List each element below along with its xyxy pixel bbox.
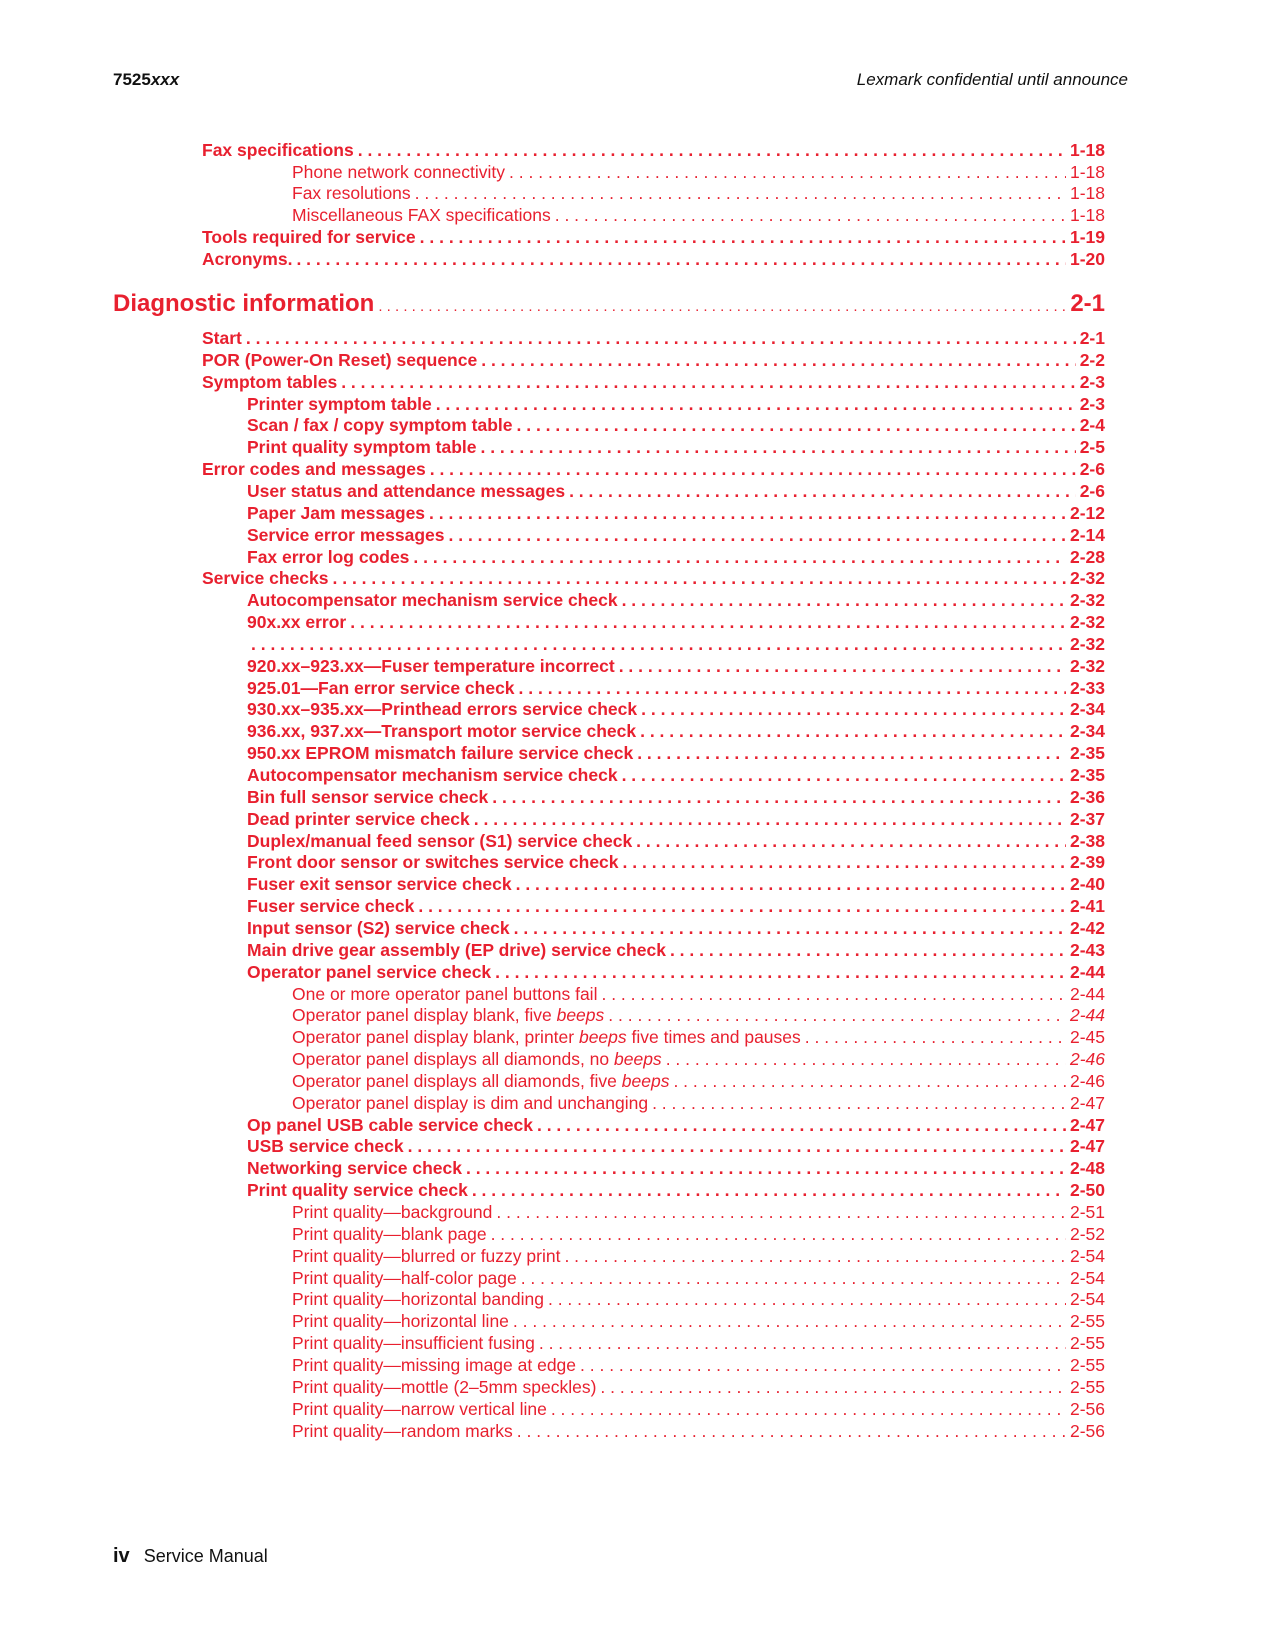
toc-page-number: 2-4 bbox=[1079, 415, 1105, 436]
toc-page-number: 2-41 bbox=[1069, 896, 1105, 917]
dot-leader bbox=[569, 481, 1076, 502]
model-suffix: xxx bbox=[150, 70, 180, 89]
toc-entry-label: Fax resolutions bbox=[292, 183, 411, 204]
dot-leader bbox=[474, 809, 1066, 830]
toc-entry-label: Print quality—horizontal line bbox=[292, 1311, 509, 1332]
toc-entry[interactable] bbox=[292, 1311, 1105, 1332]
toc-entry[interactable] bbox=[202, 459, 1105, 480]
toc-page-number: 2-32 bbox=[1069, 633, 1105, 654]
toc-entry-label: Miscellaneous FAX specifications bbox=[292, 205, 551, 226]
toc-page-number: 2-46 bbox=[1069, 1070, 1105, 1091]
toc-entry-label: Error codes and messages bbox=[202, 459, 426, 480]
dot-leader bbox=[601, 984, 1066, 1005]
toc-entry-label: Op panel USB cable service check bbox=[247, 1114, 533, 1135]
toc-page-number: 2-48 bbox=[1069, 1158, 1105, 1179]
toc-entry-label: Diagnostic information bbox=[113, 290, 375, 317]
toc-entry[interactable] bbox=[292, 1224, 1105, 1245]
toc-entry-label: 950.xx EPROM mismatch failure service check bbox=[247, 743, 634, 764]
dot-leader bbox=[420, 227, 1066, 248]
toc-entry-label: Duplex/manual feed sensor (S1) service check bbox=[247, 830, 633, 851]
toc-entry-label: Operator panel displays all diamonds, no beeps bbox=[292, 1049, 662, 1070]
toc-page-number: 2-46 bbox=[1069, 1049, 1105, 1070]
toc-entry[interactable] bbox=[292, 1268, 1105, 1289]
toc-page-number: 2-35 bbox=[1069, 743, 1105, 764]
toc-entry-label: Operator panel display is dim and unchanging bbox=[292, 1092, 649, 1113]
toc-entry-label: Fax specifications bbox=[202, 140, 354, 160]
toc-page-number: 2-54 bbox=[1069, 1289, 1105, 1310]
toc-page-number: 2-47 bbox=[1069, 1092, 1105, 1113]
toc-entry-label: 936.xx, 937.xx—Transport motor service check bbox=[247, 721, 637, 742]
toc-entry[interactable] bbox=[202, 140, 1105, 161]
toc-entry[interactable] bbox=[247, 896, 1105, 917]
dot-leader bbox=[496, 1202, 1066, 1223]
dot-leader bbox=[378, 298, 1066, 315]
dot-leader bbox=[516, 874, 1066, 895]
toc-entry[interactable] bbox=[292, 1289, 1105, 1310]
toc-entry-label: Printer symptom table bbox=[247, 393, 432, 414]
dot-leader bbox=[608, 1005, 1066, 1026]
confidential-notice: Lexmark confidential until announce bbox=[856, 70, 1128, 89]
dot-leader bbox=[466, 1158, 1066, 1179]
toc-entry[interactable] bbox=[202, 249, 1105, 270]
toc-entry-label: Symptom tables bbox=[202, 371, 338, 392]
dot-leader bbox=[246, 328, 1076, 349]
toc-entry[interactable] bbox=[247, 394, 1105, 415]
toc-entry[interactable] bbox=[247, 743, 1105, 764]
toc-entry-label: Print quality—blurred or fuzzy print bbox=[292, 1245, 561, 1266]
toc-entry-label: Autocompensator mechanism service check bbox=[247, 765, 618, 785]
toc-page-number: 1-18 bbox=[1069, 183, 1105, 204]
toc-entry[interactable] bbox=[247, 437, 1105, 458]
dot-leader bbox=[623, 852, 1066, 873]
dot-leader bbox=[640, 721, 1066, 742]
toc-entry-label: Print quality service check bbox=[247, 1180, 468, 1201]
toc-page-number: 2-6 bbox=[1079, 459, 1105, 480]
toc-page-number: 2-1 bbox=[1070, 290, 1105, 317]
toc-entry-label: Print quality—mottle (2–5mm speckles) bbox=[292, 1376, 597, 1397]
toc-entry[interactable] bbox=[292, 1399, 1105, 1420]
toc-entry-label: Print quality symptom table bbox=[247, 437, 477, 458]
toc-entry-label: Print quality—horizontal banding bbox=[292, 1289, 544, 1310]
toc-page-number: 2-47 bbox=[1069, 1114, 1105, 1135]
dot-leader bbox=[430, 459, 1076, 480]
dot-leader bbox=[537, 1115, 1066, 1136]
toc-page-number: 2-55 bbox=[1069, 1376, 1105, 1397]
dot-leader bbox=[492, 787, 1066, 808]
dot-leader bbox=[622, 590, 1066, 611]
toc-entry[interactable] bbox=[292, 162, 1105, 183]
dot-leader bbox=[413, 547, 1066, 568]
toc-page-number: 2-56 bbox=[1069, 1420, 1105, 1441]
toc-entry[interactable] bbox=[247, 547, 1105, 568]
toc-page-number: 2-55 bbox=[1069, 1333, 1105, 1354]
toc-entry-label: Start bbox=[202, 328, 242, 348]
toc-entry[interactable] bbox=[247, 1158, 1105, 1179]
toc-entry[interactable] bbox=[202, 350, 1105, 371]
toc-entry[interactable] bbox=[247, 1180, 1105, 1201]
toc-entry[interactable] bbox=[247, 852, 1105, 873]
dot-leader bbox=[429, 503, 1066, 524]
toc-entry-label: 930.xx–935.xx—Printhead errors service check bbox=[247, 699, 638, 720]
model-number bbox=[113, 70, 179, 90]
toc-page-number: 2-40 bbox=[1069, 874, 1105, 895]
toc-page-number: 2-32 bbox=[1069, 568, 1105, 589]
toc-page-number: 2-33 bbox=[1069, 677, 1105, 698]
dot-leader bbox=[491, 1224, 1066, 1245]
toc-page-number: 1-18 bbox=[1069, 205, 1105, 226]
toc-entry-italic: beeps bbox=[556, 1005, 605, 1026]
dot-leader bbox=[564, 1246, 1066, 1267]
toc-page-number: 2-43 bbox=[1069, 939, 1105, 960]
toc-page-number: 2-56 bbox=[1069, 1398, 1105, 1419]
toc-page-number: 2-6 bbox=[1079, 480, 1105, 501]
page-footer bbox=[113, 1545, 268, 1568]
dot-leader bbox=[517, 415, 1076, 436]
toc-entry[interactable] bbox=[202, 328, 1105, 349]
toc-entry-label: Bin full sensor service check bbox=[247, 786, 489, 807]
toc-entry-label: 920.xx–923.xx—Fuser temperature incorrect bbox=[247, 655, 615, 676]
toc-entry-label: Operator panel display blank, five beeps bbox=[292, 1005, 605, 1026]
dot-leader bbox=[509, 162, 1066, 183]
toc-entry[interactable] bbox=[247, 678, 1105, 699]
toc-page-number: 2-28 bbox=[1069, 546, 1105, 567]
toc-page-number: 2-3 bbox=[1079, 371, 1105, 392]
toc-entry-label: Front door sensor or switches service check bbox=[247, 852, 619, 873]
dot-leader bbox=[418, 896, 1066, 917]
dot-leader bbox=[622, 765, 1066, 786]
toc-page-number: 2-32 bbox=[1069, 612, 1105, 633]
toc-entry[interactable] bbox=[247, 503, 1105, 524]
dot-leader bbox=[341, 372, 1076, 393]
toc-entry[interactable] bbox=[247, 918, 1105, 939]
toc-entry[interactable] bbox=[247, 612, 1105, 633]
chapter-heading[interactable] bbox=[113, 290, 1105, 318]
toc-page-number: 1-18 bbox=[1069, 161, 1105, 182]
dot-leader bbox=[350, 612, 1066, 633]
toc-entry[interactable] bbox=[247, 525, 1105, 546]
toc-page-number: 2-32 bbox=[1069, 590, 1105, 611]
toc-entry[interactable] bbox=[247, 481, 1105, 502]
toc-page-number: 2-55 bbox=[1069, 1311, 1105, 1332]
toc-page-number: 2-14 bbox=[1069, 524, 1105, 545]
toc-entry[interactable] bbox=[292, 1355, 1105, 1376]
toc-entry-label: Print quality—random marks bbox=[292, 1420, 513, 1441]
toc-entry[interactable] bbox=[247, 962, 1105, 983]
toc-page-number: 2-47 bbox=[1069, 1136, 1105, 1157]
toc-entry-label: Acronyms. bbox=[202, 248, 293, 269]
toc-entry[interactable] bbox=[292, 1333, 1105, 1354]
toc-page-number: 2-50 bbox=[1069, 1180, 1105, 1201]
toc-entry[interactable] bbox=[292, 1202, 1105, 1223]
toc-entry[interactable] bbox=[247, 809, 1105, 830]
dot-leader bbox=[539, 1333, 1066, 1354]
toc-entry-label: Paper Jam messages bbox=[247, 502, 426, 523]
manual-title: Service Manual bbox=[143, 1546, 268, 1566]
toc-entry-label: Fuser exit sensor service check bbox=[247, 874, 512, 895]
toc-entry[interactable] bbox=[292, 1246, 1105, 1267]
toc-entry-label: Networking service check bbox=[247, 1158, 462, 1179]
toc-page-number: 2-45 bbox=[1069, 1027, 1105, 1048]
toc-entry-label: Fax error log codes bbox=[247, 546, 410, 567]
dot-leader bbox=[600, 1377, 1066, 1398]
toc-entry-label: Phone network connectivity bbox=[292, 161, 506, 182]
toc-entry[interactable] bbox=[292, 1027, 1105, 1048]
toc-page-number: 2-44 bbox=[1069, 961, 1105, 982]
toc-page-number: 2-42 bbox=[1069, 917, 1105, 938]
toc-entry-label: Print quality—insufficient fusing bbox=[292, 1333, 535, 1354]
toc-entry-label: Operator panel display blank, printer beeps five times and pauses bbox=[292, 1027, 801, 1048]
toc-entry-label: Print quality—narrow vertical line bbox=[292, 1398, 547, 1419]
toc-page-number: 2-2 bbox=[1079, 349, 1105, 370]
toc-entry-label: Print quality—background bbox=[292, 1202, 493, 1222]
toc-page-number: 2-44 bbox=[1069, 1005, 1105, 1026]
toc-entry[interactable] bbox=[292, 984, 1105, 1005]
toc-entry-label: Print quality—missing image at edge bbox=[292, 1354, 577, 1375]
toc-page-number: 1-19 bbox=[1069, 226, 1105, 247]
model-prefix: 7525 bbox=[113, 70, 151, 89]
toc-page-number: 2-34 bbox=[1069, 699, 1105, 720]
toc-entry-label: Autocompensator mechanism service check bbox=[247, 590, 618, 611]
toc-entry-italic: beeps bbox=[621, 1070, 670, 1091]
toc-entry-italic: beeps bbox=[578, 1027, 627, 1048]
dot-leader bbox=[637, 743, 1066, 764]
toc-page-number: 2-12 bbox=[1069, 502, 1105, 523]
dot-leader bbox=[636, 831, 1066, 852]
toc-page-number: 2-51 bbox=[1069, 1202, 1105, 1222]
toc-page-number: 2-32 bbox=[1069, 655, 1105, 676]
toc-entry-label: Print quality—blank page bbox=[292, 1223, 487, 1244]
page-number: iv bbox=[113, 1545, 130, 1567]
toc-entry-label: Operator panel service check bbox=[247, 961, 492, 982]
dot-leader bbox=[436, 394, 1076, 415]
toc-page-number: 2-44 bbox=[1069, 983, 1105, 1004]
toc-page-number: 1-20 bbox=[1069, 248, 1105, 269]
toc-entry-label: POR (Power-On Reset) sequence bbox=[202, 349, 478, 370]
dot-leader bbox=[480, 437, 1075, 458]
toc-entry[interactable] bbox=[247, 721, 1105, 742]
dot-leader bbox=[513, 1311, 1066, 1332]
toc-entry[interactable] bbox=[247, 656, 1105, 677]
toc-page-number: 2-54 bbox=[1069, 1267, 1105, 1288]
toc-entry-label: Operator panel displays all diamonds, five beeps bbox=[292, 1070, 670, 1091]
toc-entry[interactable] bbox=[247, 765, 1105, 786]
dot-leader bbox=[517, 1421, 1066, 1442]
dot-leader bbox=[619, 656, 1066, 677]
toc-entry[interactable] bbox=[247, 1115, 1105, 1136]
toc-entry[interactable] bbox=[247, 874, 1105, 895]
toc-entry-label: 90x.xx error bbox=[247, 612, 347, 633]
toc-entry[interactable] bbox=[292, 1421, 1105, 1442]
toc-entry-tail: five times and pauses bbox=[626, 1027, 801, 1048]
toc-page-number: 2-35 bbox=[1069, 765, 1105, 785]
toc-entry[interactable] bbox=[247, 590, 1105, 611]
dot-leader bbox=[514, 918, 1066, 939]
toc-entry[interactable] bbox=[247, 940, 1105, 961]
toc-entry-label: Dead printer service check bbox=[247, 808, 470, 829]
dot-leader bbox=[652, 1093, 1066, 1114]
dot-leader bbox=[521, 1268, 1066, 1289]
toc-entry[interactable] bbox=[292, 1005, 1105, 1026]
dot-leader bbox=[580, 1355, 1066, 1376]
toc-entry-label: User status and attendance messages bbox=[247, 480, 566, 501]
toc-entry[interactable] bbox=[247, 1136, 1105, 1157]
toc-entry-label: USB service check bbox=[247, 1136, 404, 1157]
toc-page-number: 1-18 bbox=[1069, 140, 1105, 160]
dot-leader bbox=[555, 205, 1066, 226]
toc-entry[interactable] bbox=[202, 568, 1105, 589]
toc-entry-label: Print quality—half-color page bbox=[292, 1267, 517, 1288]
toc-entry-label: 925.01—Fan error service check bbox=[247, 677, 515, 698]
dot-leader bbox=[415, 183, 1066, 204]
toc-page-number: 2-3 bbox=[1079, 393, 1105, 414]
toc-entry[interactable] bbox=[247, 787, 1105, 808]
toc-page-number: 2-39 bbox=[1069, 852, 1105, 873]
dot-leader bbox=[670, 940, 1066, 961]
dot-leader bbox=[296, 249, 1066, 270]
toc-entry-label: Main drive gear assembly (EP drive) service check bbox=[247, 939, 666, 960]
dot-leader bbox=[333, 568, 1066, 589]
dot-leader bbox=[548, 1289, 1066, 1310]
toc-page-number: 2-36 bbox=[1069, 786, 1105, 807]
toc-entry-label: Service checks bbox=[202, 568, 329, 589]
dot-leader bbox=[673, 1071, 1066, 1092]
dot-leader bbox=[408, 1136, 1066, 1157]
dot-leader bbox=[805, 1027, 1066, 1048]
toc-entry-italic: beeps bbox=[614, 1049, 662, 1070]
toc-entry[interactable] bbox=[247, 831, 1105, 852]
toc-entry-label: Tools required for service bbox=[202, 226, 416, 247]
toc-page-number: 2-37 bbox=[1069, 808, 1105, 829]
toc-entry[interactable] bbox=[292, 1093, 1105, 1114]
toc-entry[interactable] bbox=[292, 1071, 1105, 1092]
dot-leader bbox=[481, 350, 1075, 371]
toc-page-number: 2-55 bbox=[1069, 1354, 1105, 1375]
toc-entry[interactable] bbox=[247, 699, 1105, 720]
toc-entry-label: Fuser service check bbox=[247, 896, 415, 917]
toc-entry[interactable] bbox=[292, 183, 1105, 204]
dot-leader bbox=[519, 678, 1066, 699]
toc-entry[interactable] bbox=[292, 205, 1105, 226]
dot-leader bbox=[472, 1180, 1066, 1201]
toc-page-number: 2-54 bbox=[1069, 1245, 1105, 1266]
toc-entry-label: Input sensor (S2) service check bbox=[247, 917, 510, 938]
toc-entry[interactable] bbox=[292, 1049, 1105, 1070]
toc-page-number: 2-38 bbox=[1069, 830, 1105, 851]
toc-entry-label: One or more operator panel buttons fail bbox=[292, 983, 598, 1004]
toc-page-number: 2-5 bbox=[1079, 437, 1105, 458]
dot-leader bbox=[551, 1399, 1066, 1420]
dot-leader bbox=[641, 699, 1066, 720]
toc-page-number: 2-34 bbox=[1069, 721, 1105, 742]
toc-entry[interactable] bbox=[247, 634, 1105, 655]
toc-page-number: 2-1 bbox=[1079, 328, 1105, 348]
toc-entry[interactable] bbox=[202, 372, 1105, 393]
dot-leader bbox=[449, 525, 1066, 546]
toc-entry[interactable] bbox=[202, 227, 1105, 248]
dot-leader bbox=[666, 1049, 1066, 1070]
toc-entry[interactable] bbox=[292, 1377, 1105, 1398]
dot-leader bbox=[251, 634, 1066, 655]
toc-entry-label: Service error messages bbox=[247, 524, 445, 545]
toc-page-number: 2-52 bbox=[1069, 1223, 1105, 1244]
dot-leader bbox=[495, 962, 1066, 983]
toc-entry[interactable] bbox=[247, 415, 1105, 436]
dot-leader bbox=[358, 140, 1066, 161]
toc-entry-label: Scan / fax / copy symptom table bbox=[247, 415, 513, 436]
